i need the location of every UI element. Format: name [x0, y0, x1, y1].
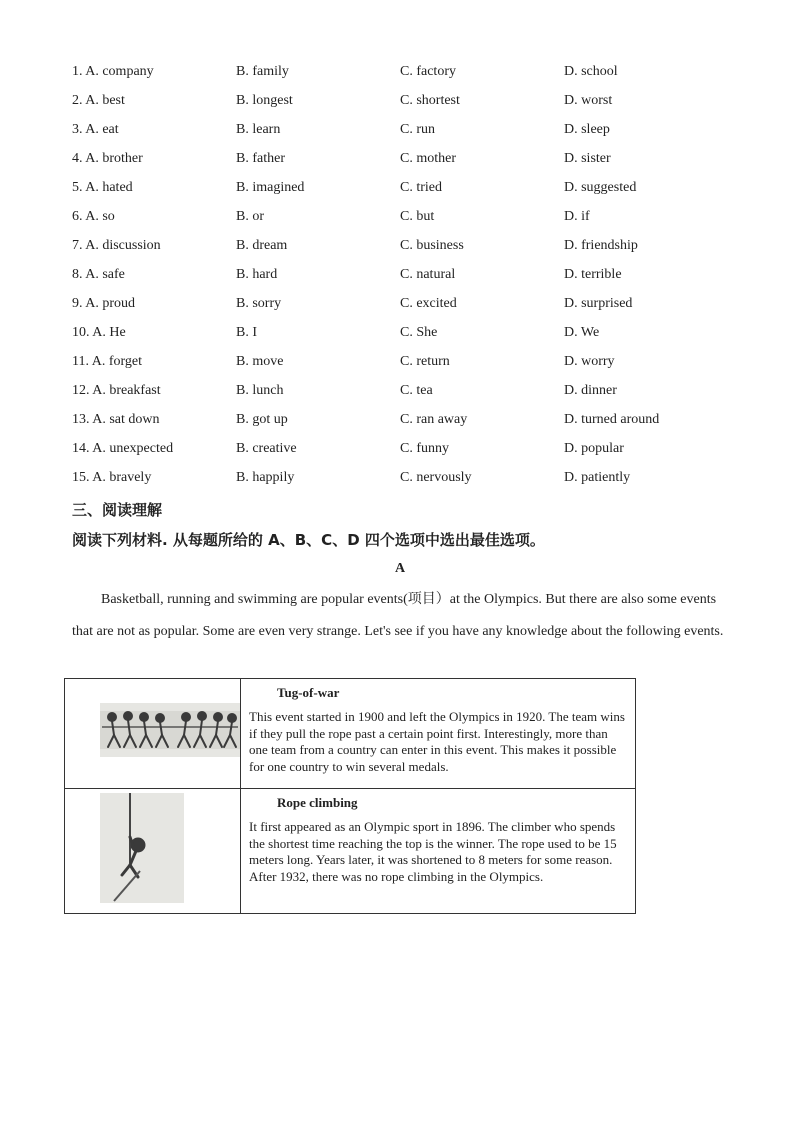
- tug-of-war-photo: [100, 703, 240, 757]
- option-row: [72, 439, 732, 468]
- event-text-cell: [241, 789, 635, 914]
- option-b: B. lunch: [236, 383, 284, 398]
- event-row-tug-of-war: [65, 679, 635, 789]
- option-d: D. worry: [564, 354, 615, 369]
- option-row: [72, 62, 732, 91]
- event-description: This event started in 1900 and left the Olympics in 1920. The team wins if they pull the rope past a certain point first. Interestingly, more than one team from a country can enter in this event. This makes it possible for one country to win several medals.: [249, 709, 625, 774]
- option-row: [72, 91, 732, 120]
- option-d: D. turned around: [564, 412, 660, 427]
- option-a: 1. A. company: [72, 64, 154, 79]
- option-a: 4. A. brother: [72, 151, 143, 166]
- option-c: C. natural: [400, 267, 456, 282]
- option-a: 6. A. so: [72, 209, 115, 224]
- event-title: Tug-of-war: [277, 685, 340, 700]
- answer-options-table: [72, 62, 732, 497]
- option-row: [72, 178, 732, 207]
- event-description: It first appeared as an Olympic sport in 1896. The climber who spends the shortest time reaching the top is the winner. The rope used to be 15 meters long. Years later, it was shortened to 8 meters for some reason. After 1932, there was no rope climbing in the Olympics.: [249, 819, 617, 884]
- option-row: [72, 410, 732, 439]
- option-row: [72, 323, 732, 352]
- option-b: B. hard: [236, 267, 278, 282]
- option-d: D. if: [564, 209, 590, 224]
- option-b: B. move: [236, 354, 284, 369]
- option-c: C. run: [400, 122, 435, 137]
- option-c: C. tried: [400, 180, 442, 195]
- option-b: B. happily: [236, 470, 295, 485]
- option-a: 13. A. sat down: [72, 412, 160, 427]
- option-b: B. learn: [236, 122, 281, 137]
- option-c: C. business: [400, 238, 464, 253]
- option-c: C. shortest: [400, 93, 460, 108]
- option-c: C. ran away: [400, 412, 468, 427]
- option-c: C. mother: [400, 151, 456, 166]
- option-row: [72, 468, 732, 497]
- option-d: D. terrible: [564, 267, 622, 282]
- event-title: Rope climbing: [277, 795, 358, 810]
- passage-letter: A: [394, 561, 406, 576]
- option-d: D. We: [564, 325, 600, 340]
- option-b: B. creative: [236, 441, 297, 456]
- option-a: 11. A. forget: [72, 354, 142, 369]
- option-a: 5. A. hated: [72, 180, 133, 195]
- option-a: 9. A. proud: [72, 296, 135, 311]
- option-c: C. return: [400, 354, 450, 369]
- option-a: 12. A. breakfast: [72, 383, 161, 398]
- option-row: [72, 149, 732, 178]
- option-c: C. funny: [400, 441, 449, 456]
- passage-intro: Basketball, running and swimming are popular events(项目）at the Olympics. But there are also some events that are not as popular. Some are even very strange. Let's see if you have any knowledge about the following events.: [72, 592, 724, 639]
- option-d: D. sister: [564, 151, 611, 166]
- option-b: B. longest: [236, 93, 293, 108]
- option-b: B. imagined: [236, 180, 305, 195]
- option-b: B. father: [236, 151, 285, 166]
- option-c: C. factory: [400, 64, 456, 79]
- option-c: C. excited: [400, 296, 457, 311]
- event-image-cell: [65, 679, 241, 788]
- option-c: C. but: [400, 209, 435, 224]
- option-b: B. I: [236, 325, 257, 340]
- option-a: 3. A. eat: [72, 122, 119, 137]
- option-row: [72, 352, 732, 381]
- option-d: D. worst: [564, 93, 613, 108]
- option-c: C. nervously: [400, 470, 472, 485]
- option-a: 2. A. best: [72, 93, 125, 108]
- option-row: [72, 120, 732, 149]
- option-a: 10. A. He: [72, 325, 126, 340]
- option-a: 14. A. unexpected: [72, 441, 174, 456]
- option-b: B. got up: [236, 412, 288, 427]
- option-d: D. patiently: [564, 470, 631, 485]
- events-table: [64, 678, 636, 914]
- option-d: D. dinner: [564, 383, 617, 398]
- option-b: B. or: [236, 209, 264, 224]
- event-image-cell: [65, 789, 241, 914]
- option-a: 8. A. safe: [72, 267, 125, 282]
- option-a: 7. A. discussion: [72, 238, 161, 253]
- option-d: D. sleep: [564, 122, 610, 137]
- section-instructions: 阅读下列材料. 从每题所给的 A、B、C、D 四个选项中选出最佳选项。: [72, 531, 545, 549]
- option-c: C. tea: [400, 383, 433, 398]
- option-row: [72, 294, 732, 323]
- section-heading: 三、阅读理解: [72, 501, 163, 519]
- option-c: C. She: [400, 325, 438, 340]
- event-text-cell: [241, 679, 635, 788]
- option-row: [72, 265, 732, 294]
- option-row: [72, 381, 732, 410]
- option-a: 15. A. bravely: [72, 470, 152, 485]
- option-d: D. surprised: [564, 296, 633, 311]
- option-b: B. family: [236, 64, 289, 79]
- option-d: D. school: [564, 64, 618, 79]
- option-row: [72, 207, 732, 236]
- option-d: D. friendship: [564, 238, 638, 253]
- option-row: [72, 236, 732, 265]
- option-b: B. sorry: [236, 296, 282, 311]
- option-d: D. popular: [564, 441, 624, 456]
- option-d: D. suggested: [564, 180, 637, 195]
- event-row-rope-climbing: [65, 789, 635, 914]
- rope-climbing-photo: [100, 793, 184, 903]
- option-b: B. dream: [236, 238, 288, 253]
